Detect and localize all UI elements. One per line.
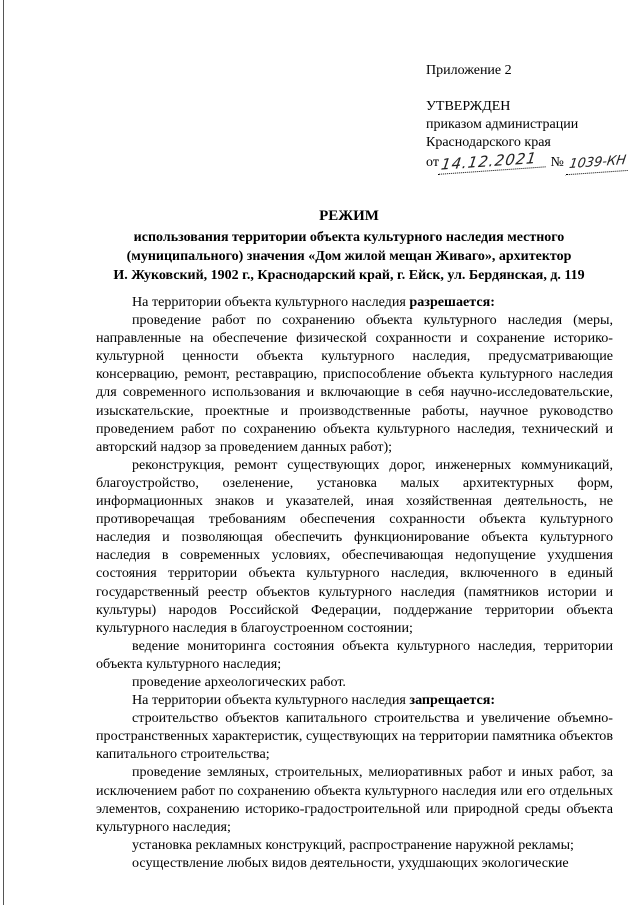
document-body	[96, 293, 613, 872]
forbidden-item: проведение земляных, строительных, мелиоративных работ и иных работ, за исключением работ по сохранению объекта культурного наследия или его отдельных элементов, сохранению историко-градостроительной или природной среды объекта культурного наследия;	[96, 764, 613, 835]
forbidden-item: осуществление любых видов деятельности, ухудшающих экологические	[132, 854, 569, 871]
allowed-item: проведение археологических работ.	[132, 673, 346, 690]
title-line-1: использования территории объекта культурного наследия местного	[133, 230, 565, 245]
title-line-3: И. Жуковский, 1902 г., Краснодарский край, г. Ейск, ул. Бердянская, д. 119	[113, 268, 585, 283]
allowed-item: проведение работ по сохранению объекта культурного наследия (меры, направленные на обеспечение физической сохранности и сохранение историко-культурной ценности объекта культурного наследия, предусматривающие консервацию, ремонт, реставрацию, приспособление объекта культурного наследия для современного использования и включающие в себя научно-исследовательские, изыскательские, проектные и производственные работы, научное руководство проведением работ по сохранению объекта культурного наследия, технический и авторский надзор за проведением данных работ);	[96, 312, 613, 455]
handwritten-date: 14.12.2021	[438, 148, 548, 175]
order-line	[426, 148, 631, 174]
forbidden-intro	[96, 691, 613, 709]
document-title	[94, 207, 604, 285]
approval-stamp	[426, 62, 631, 173]
approved-heading: УТВЕРЖДЕН	[426, 99, 511, 114]
handwritten-number: 1039-КН	[566, 152, 631, 176]
forbidden-item: строительство объектов капитального строительства и увеличение объемно-пространственных характеристик, существующих на территории памятника объектов капитального строительства;	[96, 710, 613, 763]
approval-line-2: Краснодарского края	[426, 135, 551, 150]
number-sign: №	[550, 155, 564, 170]
title-line-2: (муниципального) значения «Дом жилой мещан Живаго», архитектор	[126, 249, 572, 264]
date-prefix: от	[426, 155, 439, 170]
allowed-intro	[96, 293, 613, 311]
forbidden-intro-text: На территории объекта культурного наследия	[132, 692, 410, 709]
allowed-intro-text: На территории объекта культурного наследия	[132, 294, 410, 310]
allowed-item: реконструкция, ремонт существующих дорог, инженерных коммуникаций, благоустройство, озеленение, установка малых архитектурных форм, информационных знаков и указателей, иная хозяйственная деятельность, не противоречащая требованиям обеспечения сохранности объекта культурного наследия и позволяющая обеспечить функционирование объекта культурного наследия в современных условиях, обеспечивающая недопущение ухудшения состояния территории объекта культурного наследия, включенного в единый государственный реестр объектов культурного наследия (памятников истории и культуры) народов Российской Федерации, поддержание территории объекта культурного наследия в благоустроенном состоянии;	[96, 456, 613, 636]
page-edge	[3, 0, 4, 905]
title-mode: РЕЖИМ	[319, 208, 379, 224]
forbidden-item: установка рекламных конструкций, распространение наружной рекламы;	[132, 836, 574, 853]
approval-line-1: приказом администрации	[426, 117, 579, 132]
allowed-item: ведение мониторинга состояния объекта культурного наследия, территории объекта культурного наследия;	[96, 637, 613, 672]
forbidden-word: запрещается:	[409, 692, 496, 709]
allowed-word: разрешается:	[409, 294, 495, 310]
annex-label: Приложение 2	[426, 63, 512, 78]
